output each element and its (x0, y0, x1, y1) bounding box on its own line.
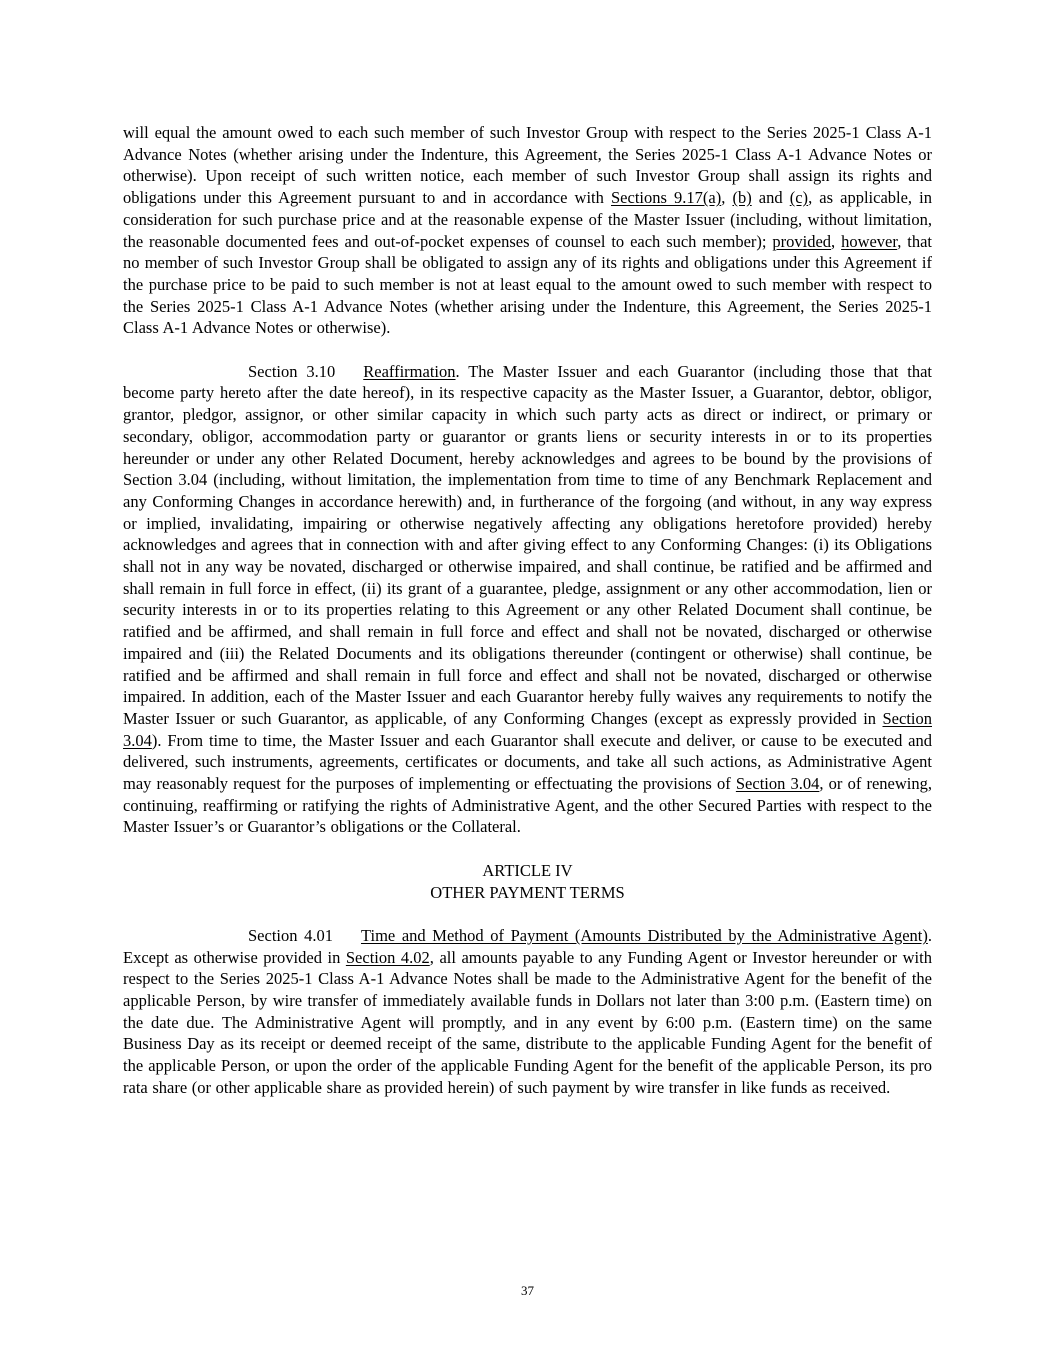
paragraph-continuation (123, 122, 932, 339)
text-run: . Except as otherwise provided in (123, 925, 932, 967)
paragraph-section-4-01-time-and-method-of-payment (123, 925, 932, 1099)
text-run: , as applicable, in consideration for such purchase price and at the reasonable expense of the Master Issuer (including, without limitation, the reasonable documented fees and out-of-pocket expenses of counsel to each such member); (123, 188, 932, 251)
text-run: and (751, 188, 790, 208)
text-run: . The Master Issuer and each Guarantor (including those that that become party hereto after the date hereof), in its respective capacity as the Master Issuer, a Guarantor, debtor, obligor, grantor, pledgor, assignor, or other similar capacity in which such party acts as direct or indirect, or primary or secondary, obligor, accommodation party or guarantor or grants liens or security interests in or to its properties hereunder or under any other Related Document, hereby acknowledges and agrees to be bound by the provisions of Section 3.04 (including, without limitation, the implementation from time to time of any Benchmark Replacement and any Conforming Changes in accordance herewith) and, in furtherance of the forgoing (and without, in any way express or implied, invalidating, impairing or otherwise negatively affecting any obligations heretofore provided) hereby acknowledges and agrees that in connection with and after giving effect to any Conforming Changes: (i) its Obligations shall not in any way be novated, discharged or otherwise impaired, and shall continue, be ratified and be affirmed and shall remain in full force in effect, (ii) its grant of a guarantee, pledge, assignment or any other accommodation, lien or security interests in or to its properties relating to this Agreement or any other Related Document shall continue, be ratified and be affirmed, and shall remain in full force and effect and shall not be novated, discharged or otherwise impaired and (iii) the Related Documents and its obligations thereunder (contingent or otherwise) shall continue, be ratified and be affirmed and shall remain in full force and effect and shall not be novated, discharged or otherwise impaired. In addition, each of the Master Issuer and each Guarantor hereby fully waives any requirements to notify the Master Issuer or such Guarantor, as applicable, of any Conforming Changes (except as expressly provided in (123, 361, 932, 728)
paragraph-section-3-10-reaffirmation (123, 361, 932, 838)
underlined-text-run: Section 3.04 (735, 774, 820, 794)
text-run: , (721, 188, 733, 208)
text-run: , or of renewing, continuing, reaffirming or ratifying the rights of Administrative Agent, and the other Secured Parties with respect to the Master Issuer’s or Guarantor’s obligations or the Collateral. (123, 774, 932, 837)
text-run: , all amounts payable to any Funding Agent or Investor hereunder or with respect to the Series 2025-1 Class A-1 Advance Notes shall be made to the Administrative Agent for the benefit of the applicable Person, by wire transfer of immediately available funds in Dollars not later than 3:00 p.m. (Eastern time) on the date due. The Administrative Agent will promptly, and in any event by 6:00 p.m. (Eastern time) on the same Business Day as its receipt or deemed receipt of the same, distribute to the applicable Funding Agent for the benefit of the applicable Person, or upon the order of the applicable Funding Agent for the benefit of the applicable Person, its pro rata share (or other applicable share as provided herein) of such payment by wire transfer in like funds as received. (123, 947, 932, 1097)
article-heading-line1: ARTICLE IV (482, 860, 573, 880)
underlined-text-run: Section 4.02 (345, 947, 430, 967)
page-content (123, 122, 932, 1099)
underlined-text-run: Section 3.04 (123, 708, 932, 750)
underlined-text-run: Reaffirmation (363, 361, 456, 381)
text-run: ). From time to time, the Master Issuer and each Guarantor shall execute and deliver, or cause to be executed and delivered, such instruments, agreements, certificates or documents, and take all such actions, as Administrative Agent may reasonably request for the purposes of implementing or effectuating the provisions of (123, 730, 932, 794)
page-footer (0, 1283, 1055, 1299)
underlined-text-run: Sections 9.17(a) (611, 188, 722, 208)
article-iv-heading (123, 860, 932, 903)
text-run: , (831, 231, 842, 251)
underlined-text-run: (c) (789, 188, 809, 208)
underlined-text-run: Time and Method of Payment (Amounts Distributed by the Administrative Agent) (360, 925, 928, 945)
underlined-text-run: provided (772, 231, 832, 251)
underlined-text-run: however (841, 231, 898, 251)
text-run: will equal the amount owed to each such member of such Investor Group with respect to the Series 2025-1 Class A-1 Advance Notes (whether arising under the Indenture, this Agreement, the Series 2025-1 Class A-1 Advance Notes or otherwise). Upon receipt of such written notice, each member of such Investor Group shall assign its rights and obligations under this Agreement pursuant to and in accordance with (123, 123, 932, 208)
text-run: Section 3.10 (248, 361, 336, 381)
text-run: Section 4.01 (248, 925, 333, 945)
page-number: 37 (521, 1283, 534, 1298)
article-heading-line2: OTHER PAYMENT TERMS (430, 882, 625, 902)
underlined-text-run: (b) (732, 188, 752, 208)
text-run: , that no member of such Investor Group shall be obligated to assign any of its rights and obligations under this Agreement if the purchase price to be paid to such member is not at least equal to the amount owed to such member with respect to the Series 2025-1 Class A-1 Advance Notes (whether arising under the Indenture, this Agreement, the Series 2025-1 Class A-1 Advance Notes or otherwise). (123, 231, 932, 338)
